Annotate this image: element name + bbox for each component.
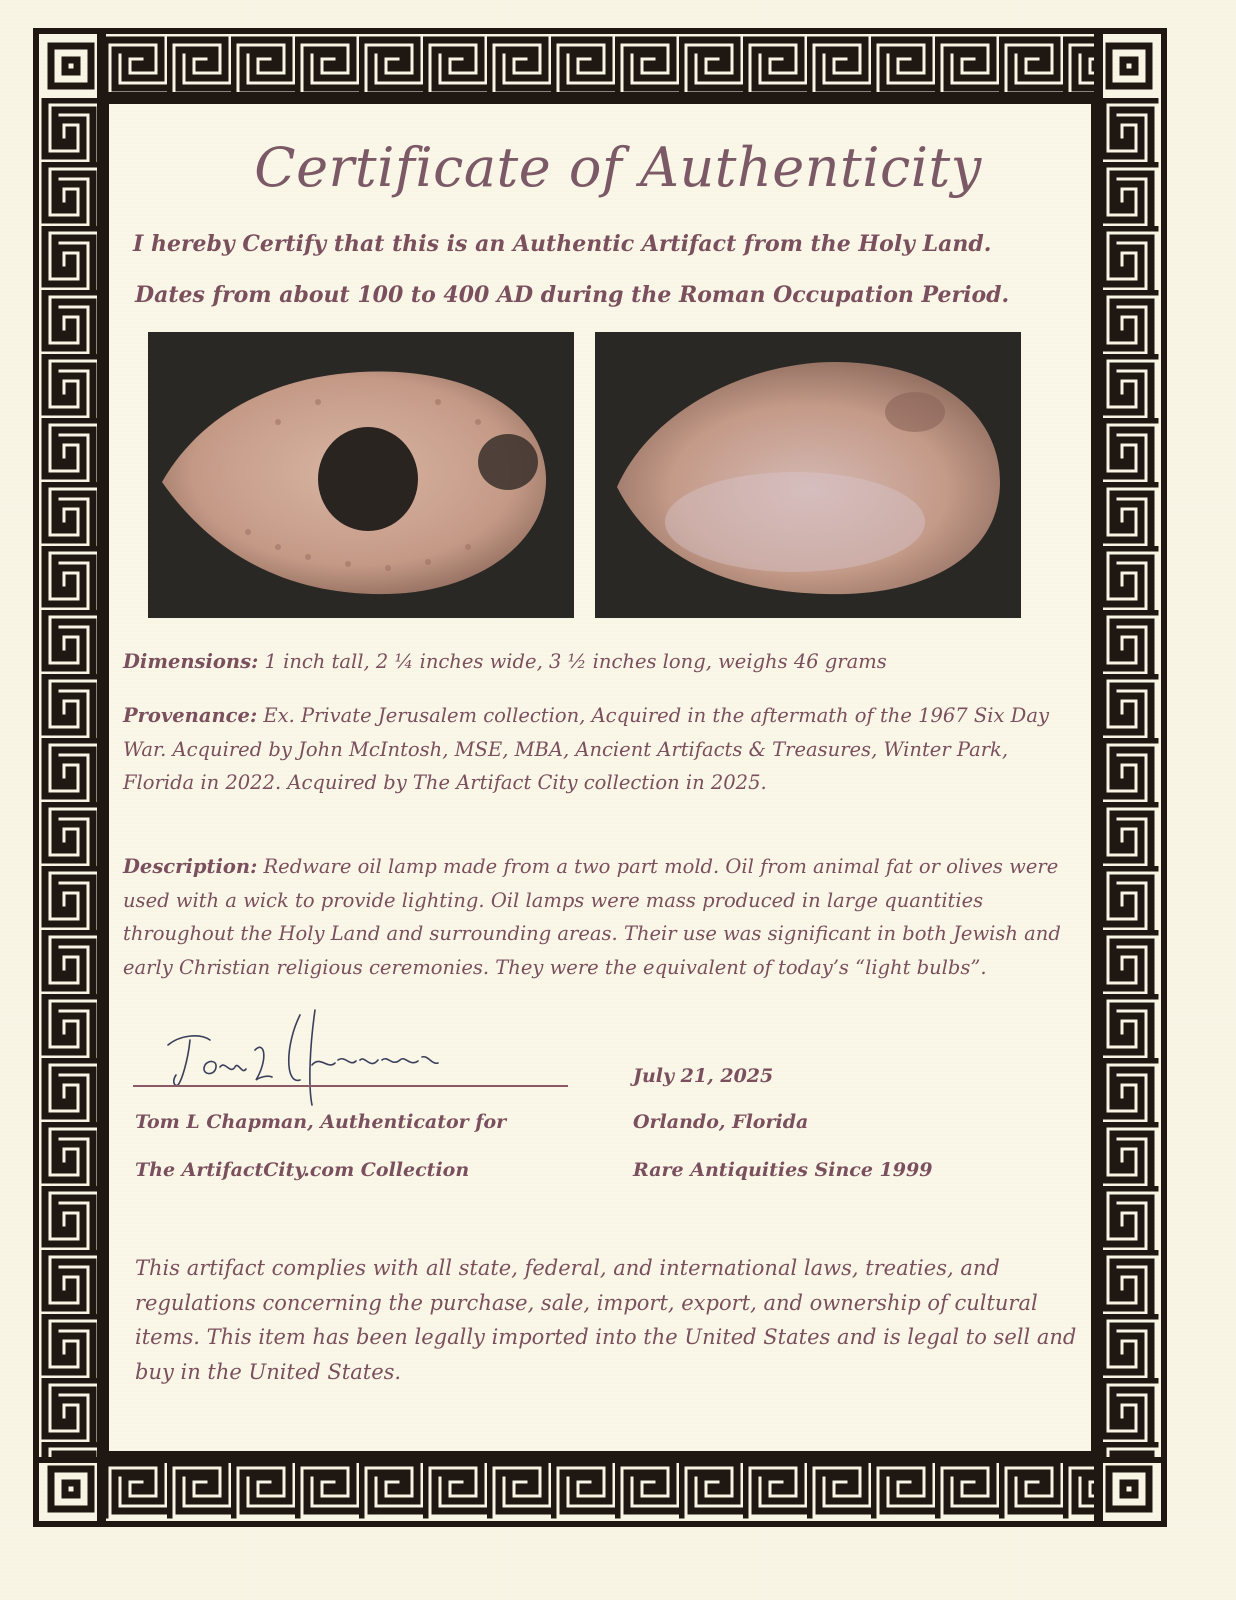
company-tagline: Rare Antiquities Since 1999	[633, 1159, 933, 1181]
greek-key-border-right	[1097, 34, 1161, 1521]
dimensions-label: Dimensions:	[123, 650, 259, 673]
collection-name: The ArtifactCity.com Collection	[135, 1159, 470, 1181]
certificate-title: Certificate of Authenticity	[254, 136, 982, 199]
dating-statement: Dates from about 100 to 400 AD during the Roman Occupation Period.	[135, 282, 1010, 308]
certificate-location: Orlando, Florida	[633, 1111, 809, 1133]
certify-statement: I hereby Certify that this is an Authentic Artifact from the Holy Land.	[133, 231, 992, 257]
oil-lamp-bottom-image	[595, 332, 1021, 618]
provenance-label: Provenance:	[123, 704, 258, 727]
description-text: Redware oil lamp made from a two part mold. Oil from animal fat or olives were used with a wick to provide lighting. Oil lamps were mass produced in large quantities throughout the Holy Land and surrounding areas. Their use was significant in both Jewish and early Christian religious ceremonies. They were the equivalent of today’s “light bulbs”.	[123, 855, 1061, 979]
certificate-date: July 21, 2025	[633, 1065, 774, 1087]
legal-compliance-notice: This artifact complies with all state, federal, and international laws, treaties, and regulations concerning the purchase, sale, import, export, and ownership of cultural items. This item has been legally imported into the United States and is legal to sell and buy in the United States.	[135, 1256, 1077, 1384]
greek-key-border-bottom	[39, 1457, 1161, 1521]
description-paragraph	[123, 850, 1063, 984]
artifact-photo-bottom	[595, 332, 1021, 618]
authenticator-name: Tom L Chapman, Authenticator for	[135, 1111, 507, 1133]
dimensions-text: 1 inch tall, 2 ¼ inches wide, 3 ½ inches long, weighs 46 grams	[258, 650, 887, 673]
provenance-text: Ex. Private Jerusalem collection, Acquired in the aftermath of the 1967 Six Day War. Acquired by John McIntosh, MSE, MBA, Ancient Artifacts & Treasures, Winter Park, Florida in 2022. Acquired by The Artifact City collection in 2025.	[123, 704, 1049, 794]
description-label: Description:	[123, 855, 258, 878]
dimensions-paragraph	[123, 645, 1063, 679]
handwritten-signature	[160, 1005, 460, 1115]
greek-key-border-left	[39, 34, 103, 1521]
oil-lamp-top-image	[148, 332, 574, 618]
provenance-paragraph	[123, 699, 1063, 800]
artifact-photo-top	[148, 332, 574, 618]
signature-line	[133, 1085, 568, 1087]
greek-key-border-top	[39, 34, 1161, 98]
